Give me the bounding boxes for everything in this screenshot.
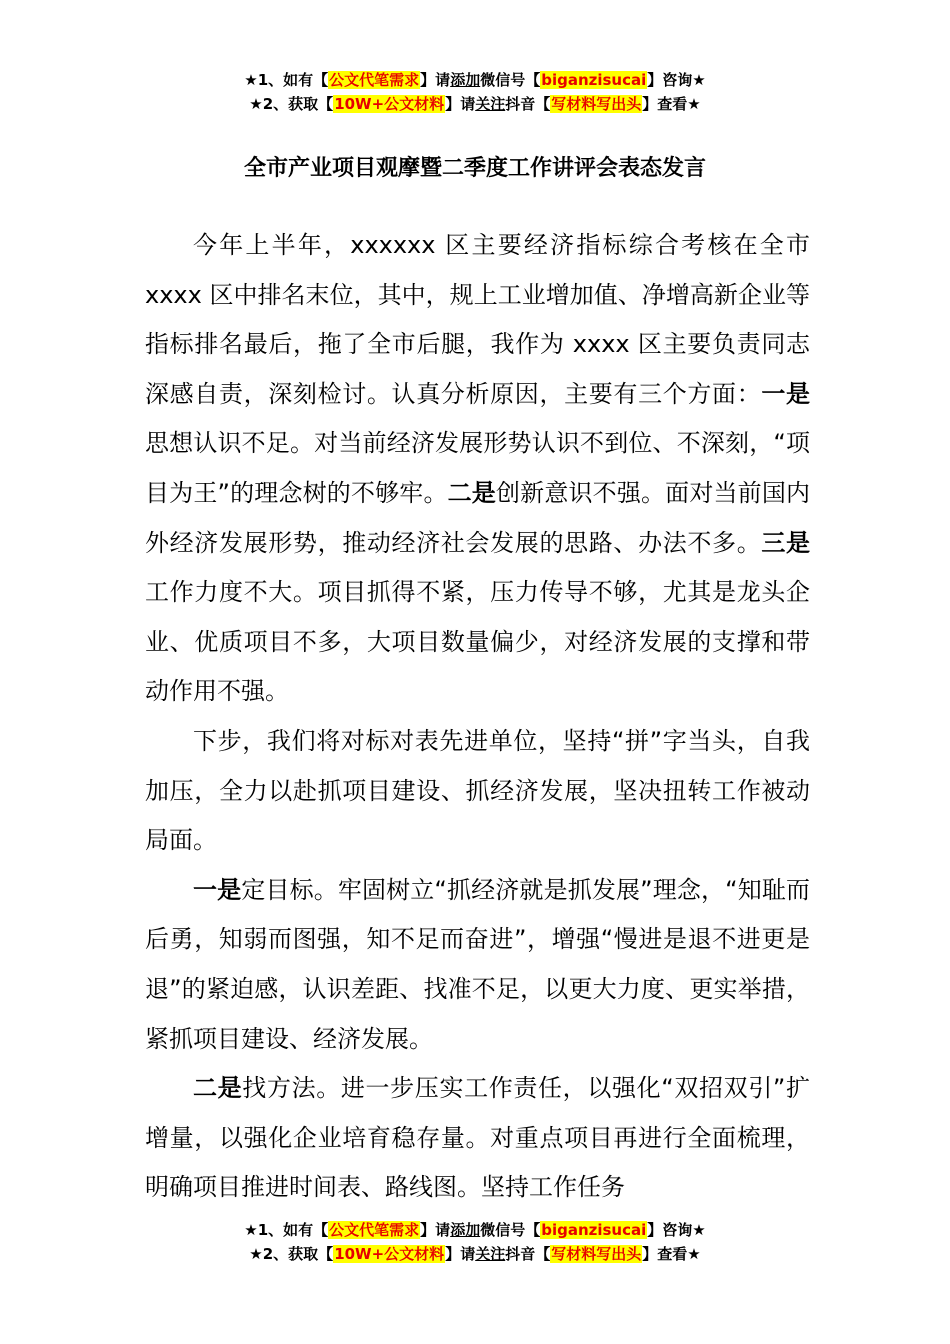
banner-line-1 [0, 1218, 950, 1242]
header-banner [0, 68, 950, 116]
bold-lead: 一是 [193, 875, 242, 904]
paragraph-text: 工作力度不大。项目抓得不紧，压力传导不够，尤其是龙头企业、优质项目不多，大项目数量偏少，对经济发展的支撑和带动作用不强。 [145, 578, 810, 706]
bold-lead: 三是 [761, 528, 811, 557]
paragraph-text: 思想认识不足。对当前经济发展形势认识不到位、不深刻，“项目为王”的理念树的不够牢。 [145, 429, 810, 507]
underlined-text: 添加 [450, 71, 481, 89]
underlined-text: 关注 [475, 1245, 506, 1263]
document-body [145, 221, 810, 1213]
banner-text: 】请 [420, 1221, 451, 1239]
banner-text: 】咨询★ [647, 1221, 706, 1239]
paragraph-4 [145, 1064, 810, 1213]
highlight-text: 公文代笔需求 [329, 71, 420, 89]
douyin-account: 写材料写出头 [551, 95, 642, 113]
footer-banner [0, 1218, 950, 1266]
paragraph-text: 创新意识不强。面对当前国内外经济发展形势，推动经济社会发展的思路、办法不多。 [145, 478, 811, 557]
banner-text: ★1、如有【 [244, 1221, 329, 1239]
banner-text: ★1、如有【 [244, 71, 329, 89]
banner-text: 】请 [445, 1245, 476, 1263]
banner-text: 】咨询★ [647, 71, 706, 89]
highlight-text: 10W+公文材料 [334, 95, 445, 113]
banner-text: 微信号【 [480, 1221, 541, 1239]
highlight-text: 公文代笔需求 [329, 1221, 420, 1239]
bold-lead: 二是 [447, 478, 496, 507]
wechat-id: biganzisucai [541, 71, 647, 89]
banner-text: 微信号【 [480, 71, 541, 89]
banner-line-2 [0, 1242, 950, 1266]
underlined-text: 添加 [450, 1221, 481, 1239]
paragraph-text: 找方法。进一步压实工作责任，以强化“双招双引”扩增量，以强化企业培育稳存量。对重点项目再进行全面梳理，明确项目推进时间表、路线图。坚持工作任务 [145, 1074, 810, 1202]
banner-text: 】请 [420, 71, 451, 89]
banner-text: 抖音【 [505, 95, 551, 113]
underlined-text: 关注 [475, 95, 506, 113]
paragraph-text: 定目标。牢固树立“抓经济就是抓发展”理念，“知耻而后勇，知弱而图强，知不足而奋进”，增强“慢进是退不进更是退”的紧迫感，认识差距、找准不足，以更大力度、更实举措，紧抓项目建设、经济发展。 [145, 875, 810, 1053]
banner-text: ★2、获取【 [249, 1245, 334, 1263]
paragraph-1 [145, 221, 810, 717]
paragraph-text: 今年上半年，xxxxxx 区主要经济指标综合考核在全市 xxxx 区中排名末位，其中，规上工业增加值、净增高新企业等指标排名最后，拖了全市后腿，我作为 xxxx 区主要负责同志深感自责，深刻检讨。认真分析原因，主要有三个方面： [145, 231, 810, 408]
banner-text: 】请 [445, 95, 476, 113]
document-title: 全市产业项目观摩暨二季度工作讲评会表态发言 [243, 156, 706, 181]
wechat-id: biganzisucai [541, 1221, 647, 1239]
highlight-text: 10W+公文材料 [334, 1245, 445, 1263]
banner-text: 】查看★ [642, 95, 701, 113]
paragraph-2: 下步，我们将对标对表先进单位，坚持“拼”字当头，自我加压，全力以赴抓项目建设、抓经济发展，坚决扭转工作被动局面。 [145, 726, 810, 855]
paragraph-3 [145, 866, 810, 1064]
banner-text: ★2、获取【 [249, 95, 334, 113]
douyin-account: 写材料写出头 [551, 1245, 642, 1263]
banner-line-2 [0, 92, 950, 116]
banner-line-1 [0, 68, 950, 92]
banner-text: 】查看★ [642, 1245, 701, 1263]
bold-lead: 一是 [761, 379, 811, 408]
bold-lead: 二是 [193, 1074, 243, 1103]
banner-text: 抖音【 [505, 1245, 551, 1263]
